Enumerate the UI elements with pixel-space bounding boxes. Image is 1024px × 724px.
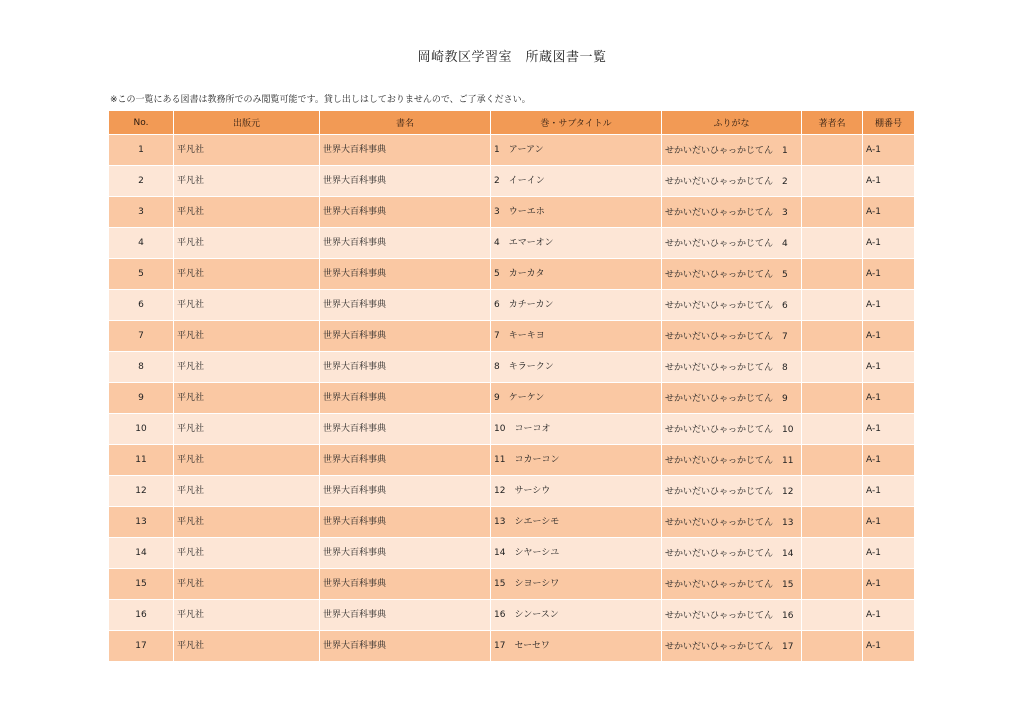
cell-publisher: 平凡社 — [174, 228, 320, 259]
cell-shelf: A-1 — [863, 290, 914, 321]
cell-no: 1 — [109, 135, 174, 166]
cell-title: 世界大百科事典 — [320, 290, 491, 321]
cell-furigana: せかいだいひゃっかじてん 17 — [662, 631, 802, 662]
column-header-furigana: ふりがな — [662, 111, 802, 135]
cell-publisher: 平凡社 — [174, 476, 320, 507]
cell-title: 世界大百科事典 — [320, 600, 491, 631]
cell-volume: 10 コーコオ — [491, 414, 662, 445]
table-row — [109, 197, 914, 228]
cell-title: 世界大百科事典 — [320, 631, 491, 662]
cell-furigana: せかいだいひゃっかじてん 15 — [662, 569, 802, 600]
cell-author — [802, 631, 863, 662]
cell-volume: 6 カチーカン — [491, 290, 662, 321]
column-header-author: 著者名 — [802, 111, 863, 135]
cell-no: 3 — [109, 197, 174, 228]
cell-shelf: A-1 — [863, 631, 914, 662]
cell-author — [802, 507, 863, 538]
cell-title: 世界大百科事典 — [320, 507, 491, 538]
cell-furigana: せかいだいひゃっかじてん 11 — [662, 445, 802, 476]
cell-publisher: 平凡社 — [174, 166, 320, 197]
cell-no: 14 — [109, 538, 174, 569]
cell-no: 10 — [109, 414, 174, 445]
cell-volume: 7 キーキヨ — [491, 321, 662, 352]
cell-publisher: 平凡社 — [174, 383, 320, 414]
cell-volume: 5 カーカタ — [491, 259, 662, 290]
cell-furigana: せかいだいひゃっかじてん 8 — [662, 352, 802, 383]
cell-no: 7 — [109, 321, 174, 352]
cell-volume: 2 イーイン — [491, 166, 662, 197]
cell-furigana: せかいだいひゃっかじてん 9 — [662, 383, 802, 414]
table-row — [109, 414, 914, 445]
cell-shelf: A-1 — [863, 414, 914, 445]
cell-author — [802, 445, 863, 476]
table-row — [109, 135, 914, 166]
table-row — [109, 507, 914, 538]
cell-volume: 11 コカーコン — [491, 445, 662, 476]
cell-no: 17 — [109, 631, 174, 662]
table-row — [109, 259, 914, 290]
cell-title: 世界大百科事典 — [320, 259, 491, 290]
cell-shelf: A-1 — [863, 507, 914, 538]
cell-furigana: せかいだいひゃっかじてん 7 — [662, 321, 802, 352]
cell-volume: 15 シヨーシワ — [491, 569, 662, 600]
cell-furigana: せかいだいひゃっかじてん 3 — [662, 197, 802, 228]
cell-shelf: A-1 — [863, 321, 914, 352]
cell-title: 世界大百科事典 — [320, 352, 491, 383]
cell-furigana: せかいだいひゃっかじてん 13 — [662, 507, 802, 538]
cell-publisher: 平凡社 — [174, 631, 320, 662]
cell-furigana: せかいだいひゃっかじてん 6 — [662, 290, 802, 321]
column-header-volume: 巻・サブタイトル — [491, 111, 662, 135]
cell-shelf: A-1 — [863, 197, 914, 228]
table-row — [109, 569, 914, 600]
cell-no: 13 — [109, 507, 174, 538]
cell-author — [802, 135, 863, 166]
cell-furigana: せかいだいひゃっかじてん 12 — [662, 476, 802, 507]
cell-furigana: せかいだいひゃっかじてん 4 — [662, 228, 802, 259]
cell-volume: 16 シンースン — [491, 600, 662, 631]
cell-volume: 3 ウーエホ — [491, 197, 662, 228]
table-row — [109, 321, 914, 352]
cell-shelf: A-1 — [863, 383, 914, 414]
cell-author — [802, 321, 863, 352]
cell-volume: 14 シヤーシユ — [491, 538, 662, 569]
cell-no: 8 — [109, 352, 174, 383]
cell-shelf: A-1 — [863, 352, 914, 383]
cell-no: 4 — [109, 228, 174, 259]
cell-author — [802, 476, 863, 507]
column-header-title: 書名 — [320, 111, 491, 135]
cell-shelf: A-1 — [863, 228, 914, 259]
table-header — [109, 111, 914, 135]
cell-volume: 13 シエーシモ — [491, 507, 662, 538]
cell-publisher: 平凡社 — [174, 321, 320, 352]
table-row — [109, 290, 914, 321]
cell-title: 世界大百科事典 — [320, 414, 491, 445]
cell-author — [802, 352, 863, 383]
cell-title: 世界大百科事典 — [320, 538, 491, 569]
column-header-no: No. — [109, 111, 174, 135]
cell-title: 世界大百科事典 — [320, 383, 491, 414]
table-row — [109, 476, 914, 507]
cell-author — [802, 569, 863, 600]
cell-author — [802, 538, 863, 569]
cell-shelf: A-1 — [863, 166, 914, 197]
table-row — [109, 166, 914, 197]
cell-no: 5 — [109, 259, 174, 290]
cell-publisher: 平凡社 — [174, 259, 320, 290]
cell-publisher: 平凡社 — [174, 352, 320, 383]
cell-shelf: A-1 — [863, 538, 914, 569]
cell-furigana: せかいだいひゃっかじてん 14 — [662, 538, 802, 569]
cell-furigana: せかいだいひゃっかじてん 2 — [662, 166, 802, 197]
cell-publisher: 平凡社 — [174, 600, 320, 631]
header-row — [109, 111, 914, 135]
cell-title: 世界大百科事典 — [320, 166, 491, 197]
table-body — [109, 135, 914, 662]
cell-no: 16 — [109, 600, 174, 631]
cell-no: 12 — [109, 476, 174, 507]
cell-no: 6 — [109, 290, 174, 321]
cell-author — [802, 600, 863, 631]
cell-publisher: 平凡社 — [174, 569, 320, 600]
column-header-shelf: 棚番号 — [863, 111, 914, 135]
table-row — [109, 538, 914, 569]
cell-publisher: 平凡社 — [174, 290, 320, 321]
table-row — [109, 228, 914, 259]
cell-shelf: A-1 — [863, 476, 914, 507]
cell-publisher: 平凡社 — [174, 445, 320, 476]
column-header-publisher: 出版元 — [174, 111, 320, 135]
cell-title: 世界大百科事典 — [320, 197, 491, 228]
cell-shelf: A-1 — [863, 569, 914, 600]
page-title: 岡崎教区学習室 所蔵図書一覧 — [417, 50, 607, 65]
cell-author — [802, 166, 863, 197]
cell-author — [802, 383, 863, 414]
cell-furigana: せかいだいひゃっかじてん 10 — [662, 414, 802, 445]
notice-text: ※この一覧にある図書は教務所でのみ閲覧可能です。貸し出しはしておりませんので、ご了承ください。 — [110, 95, 531, 105]
cell-title: 世界大百科事典 — [320, 228, 491, 259]
cell-no: 2 — [109, 166, 174, 197]
cell-volume: 9 ケーケン — [491, 383, 662, 414]
cell-shelf: A-1 — [863, 600, 914, 631]
table-row — [109, 631, 914, 662]
table-row — [109, 352, 914, 383]
cell-no: 11 — [109, 445, 174, 476]
cell-publisher: 平凡社 — [174, 197, 320, 228]
table-row — [109, 600, 914, 631]
cell-publisher: 平凡社 — [174, 507, 320, 538]
catalog-table — [109, 111, 914, 662]
cell-volume: 1 アーアン — [491, 135, 662, 166]
cell-volume: 17 セーセワ — [491, 631, 662, 662]
cell-title: 世界大百科事典 — [320, 135, 491, 166]
table-row — [109, 445, 914, 476]
cell-volume: 4 エマーオン — [491, 228, 662, 259]
table-row — [109, 383, 914, 414]
cell-publisher: 平凡社 — [174, 538, 320, 569]
cell-publisher: 平凡社 — [174, 135, 320, 166]
cell-shelf: A-1 — [863, 259, 914, 290]
cell-title: 世界大百科事典 — [320, 445, 491, 476]
cell-author — [802, 259, 863, 290]
cell-title: 世界大百科事典 — [320, 476, 491, 507]
cell-no: 15 — [109, 569, 174, 600]
cell-furigana: せかいだいひゃっかじてん 16 — [662, 600, 802, 631]
cell-author — [802, 414, 863, 445]
cell-author — [802, 197, 863, 228]
cell-volume: 12 サーシウ — [491, 476, 662, 507]
cell-author — [802, 228, 863, 259]
cell-title: 世界大百科事典 — [320, 569, 491, 600]
cell-volume: 8 キラークン — [491, 352, 662, 383]
cell-shelf: A-1 — [863, 445, 914, 476]
cell-furigana: せかいだいひゃっかじてん 5 — [662, 259, 802, 290]
cell-furigana: せかいだいひゃっかじてん 1 — [662, 135, 802, 166]
cell-author — [802, 290, 863, 321]
cell-no: 9 — [109, 383, 174, 414]
cell-publisher: 平凡社 — [174, 414, 320, 445]
cell-title: 世界大百科事典 — [320, 321, 491, 352]
cell-shelf: A-1 — [863, 135, 914, 166]
